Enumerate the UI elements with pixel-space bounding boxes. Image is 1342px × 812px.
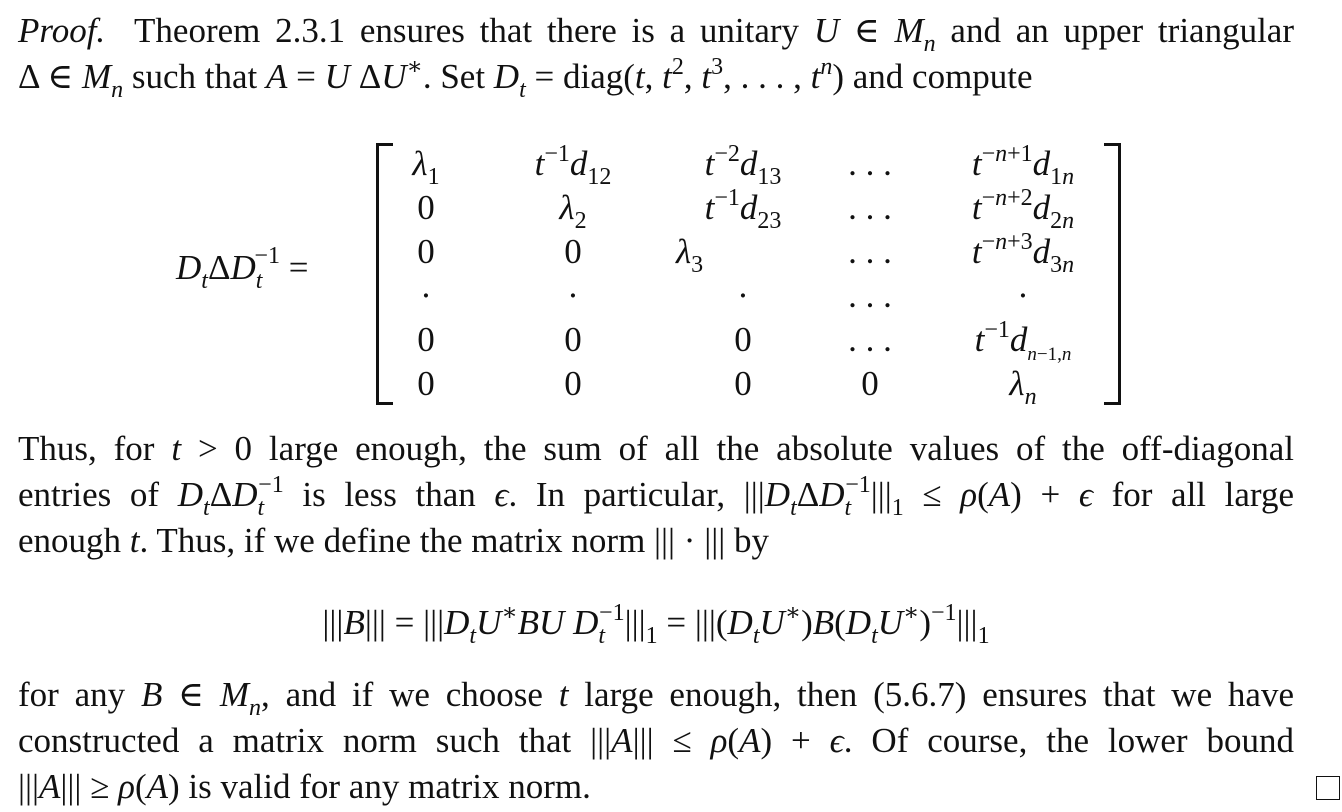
matrix-cell: . . . [848,144,892,183]
matrix-row [18,274,1294,318]
matrix-cell: . . . [848,232,892,271]
document-page [18,8,1294,806]
matrix-cell: . . . [848,188,892,227]
proof-paragraph-2 [18,426,1294,564]
matrix-cell: $t^{-1}d_{23}$ [704,185,782,234]
paragraph-2-line-2: entries of $D_t\Delta D_t^{-1}$ is less than ϵ. In particular, $|||D_t\Delta D_t^{-1}|||_1 \le \rho(A) + \epsilon$ for all large [18,472,1294,521]
matrix-lhs: $D_t\Delta D_t^{-1}$ = [176,243,309,294]
matrix-cell: $t^{-n+3}d_{3n}$ [971,229,1075,278]
matrix-cell: $t^{-n+2}d_{2n}$ [971,185,1075,234]
proof-paragraph-3 [18,672,1294,810]
paragraph-1-line-1: Proof. Theorem 2.3.1 ensures that there is a unitary U ∈ $M_n$ and an upper triangular [18,11,1294,57]
matrix-cell: 0 [417,364,435,403]
proof-paragraph-1 [18,8,1294,103]
matrix-row [18,362,1294,410]
matrix-cell: $t^{-1}d_{12}$ [534,141,612,190]
paragraph-3-line-1: for any B ∈ $M_n$, and if we choose t large enough, then (5.6.7) ensures that we have [18,675,1294,721]
matrix-cell: 0 [417,320,435,359]
matrix-cell: $\lambda_n$ [1009,364,1037,410]
matrix-cell: $\lambda_2$ [559,188,587,234]
matrix-cell: . . . [848,320,892,359]
matrix-row [18,141,1294,190]
matrix-cell: $\lambda_3$ [676,232,704,278]
matrix-cell: · [1017,276,1029,315]
matrix-cell: · [567,276,579,315]
display-equation-norm: $|||B||| = |||D_tU^∗BU$ $D_t^{-1}|||_1 = |||(D_tU^∗)B(D_tU^∗)^{-1}|||_1$ [322,600,990,649]
matrix-cell: $t^{-n+1}d_{1n}$ [971,141,1075,190]
matrix-cell: $t^{-1}d_{n-1,n}$ [974,317,1072,365]
paragraph-2-line-1: Thus, for t > 0 large enough, the sum of all the absolute values of the off-diagonal [18,429,1294,468]
paragraph-3-line-2: constructed a matrix norm such that |||A||| ≤ ρ(A) + ϵ. Of course, the lower bound [18,721,1294,760]
paragraph-3-line-3: |||A||| ≥ ρ(A) is valid for any matrix norm. [18,767,591,806]
display-matrix-equation [18,140,1294,410]
matrix-row [18,229,1294,278]
qed-square-icon [1316,776,1340,800]
matrix-row [18,317,1294,365]
matrix-cell: 0 [417,188,435,227]
paragraph-1-line-2: Δ ∈ $M_n$ such that A = U ΔU∗. Set $D_t$ = diag(t, $t^2$, $t^3$, . . . , $t^n$) and compute [18,54,1033,103]
paragraph-2-line-3: enough t. Thus, if we define the matrix norm ||| · ||| by [18,521,769,560]
matrix-cell: · [737,276,749,315]
matrix-cell: $t^{-2}d_{13}$ [704,141,782,190]
proof-label: Proof. [18,11,106,50]
matrix-cell: 0 [564,364,582,403]
matrix-cell: 0 [417,232,435,271]
matrix-cell: · [420,276,432,315]
matrix-cell: 0 [564,232,582,271]
matrix-cell: . . . [848,276,892,315]
matrix-cell: 0 [861,364,879,403]
matrix-cell: 0 [564,320,582,359]
matrix-cell: 0 [734,320,752,359]
matrix-row [18,185,1294,234]
matrix-cell: 0 [734,364,752,403]
matrix-cell: $\lambda_1$ [412,144,440,190]
